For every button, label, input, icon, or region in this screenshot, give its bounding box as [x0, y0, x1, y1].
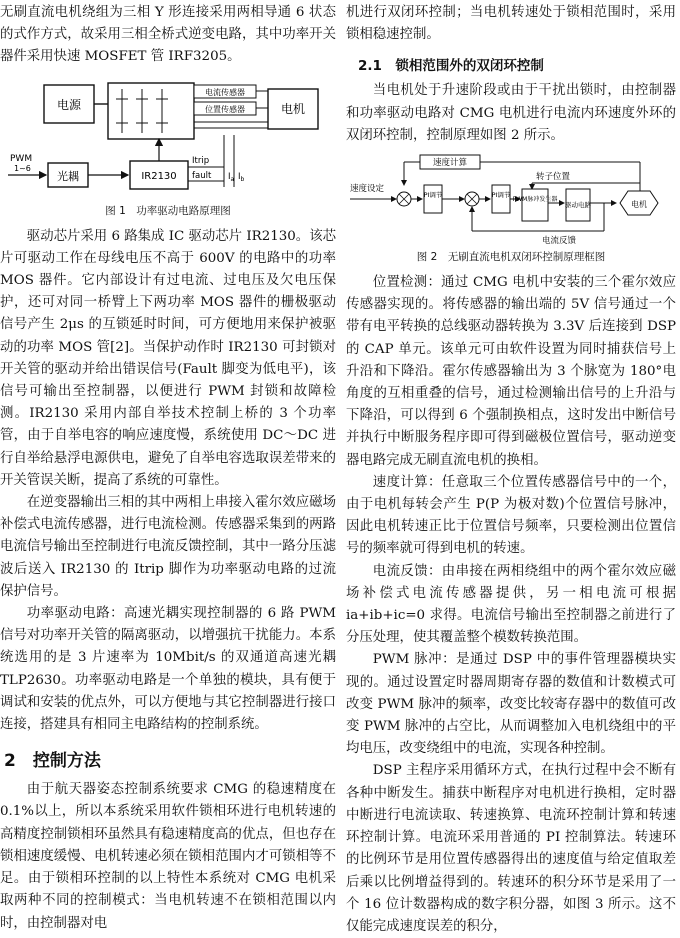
motor-label: 电机: [631, 200, 647, 210]
paragraph-current-sensor: 在逆变器输出三相的其中两相上串接入霍尔效应磁场补偿式电流传感器，进行电流检测。传感器采集到的两路电流信号输出至控制进行电流反馈控制，其中一路分压滤波后送入 IR2130 的 Itrip 脚作为功率驱动电路的过流保护信号。: [0, 495, 336, 599]
continuation-paragraph: 机进行双闭环控制；当电机转速处于锁相范围时，采用锁相稳速控制。: [346, 5, 676, 43]
ir2130-label: IR2130: [141, 170, 177, 182]
paragraph-control-method: 由于航天器姿态控制系统要求 CMG 的稳速精度在 0.1%以上，所以本系统采用软件锁相环进行电机转速的高精度控制锁相环虽然具有稳速精度高的优点，但也存在锁相速度缓慢、电机转速必须在锁相范围内才可锁相等不足。由于锁相环控制的以上特性本系统对 CMG 电机采取两种不同的控制模式：当电机转速不在锁相范围以内时，由控制器对电: [0, 782, 336, 931]
power-supply-label: 电源: [56, 97, 82, 112]
motor-label: 电机: [280, 101, 306, 116]
figure-2-caption: 图 2 无刷直流电机双闭环控制原理框图: [416, 251, 606, 264]
figure-1-caption: 图 1 功率驱动电路原理图: [105, 204, 231, 217]
pi-regulator-1: [424, 185, 442, 213]
paragraph-speed-calculation: 速度计算：任意取三个位置传感器信号中的一个，由于电机每转会产生 P(P 为极对数)个位置信号脉冲，因此电机转速正比于位置信号频率，只要检测出位置信号的频率就可得到电机的转速。: [346, 474, 676, 557]
pi-regulator-2-label: PI调节: [491, 191, 511, 200]
itrip-label: Itrip: [192, 155, 210, 166]
paragraph-position-detection: 位置检测：通过 CMG 电机中安装的三个霍尔效应传感器实现的。将传感器的输出端的 5V 信号通过一个带有电平转换的总线驱动器转换为 3.3V 后连接到 DSP 的 CAP 单元。该单元可由软件设置为同时捕获信号上升沿和下降沿。霍尔传感器输出为 3 个脉宽为 180°电角度的互相重叠的信号，通过检测输出信号的上升沿与下降沿，可以得到 6 个强制换相点，这时发出中断信号并执行中断服务程序即可得到磁极位置信号，驱动逆变器电路完成无刷直流电机的换相。: [346, 275, 676, 468]
current-feedback-label: 电流反馈: [542, 236, 577, 247]
paragraph-power-drive: 功率驱动电路：高速光耦实现控制器的 6 路 PWM 信号对功率开关管的隔离驱动，以增强抗干扰能力。本系统选用的是 3 片速率为 10Mbit/s 的双通道高速光耦 TLP2630。功率驱动电路是一个单独的模块，具有便于调试和安装的优点外，可以方便地与其它控制器进行接口连接，搭建具有相同主电路结构的控制系统。: [0, 606, 336, 733]
pi-regulator-2: [492, 185, 510, 213]
speed-setpoint-label: 速度设定: [350, 184, 385, 195]
pwm-generator-block: [522, 189, 548, 221]
figure-2: [346, 151, 676, 249]
section-2-heading: 2 控制方法: [4, 751, 101, 772]
fault-label: fault: [192, 170, 212, 181]
right-column: [346, 0, 676, 938]
drive-circuit-label: 驱动电路: [565, 201, 591, 210]
current-sensor-label: 电流传感器: [205, 87, 245, 97]
left-column: [0, 0, 336, 935]
pwm-range-label: 1~6: [14, 163, 31, 173]
paragraph-current-feedback: 电流反馈：由串接在两相绕组中的两个霍尔效应磁场补偿式电流传感器提供，另一相电流可根据 ia+ib+ic=0 求得。电流信号输出至控制器之前进行了分压处理，使其覆盖整个模数转换范围。: [346, 563, 676, 646]
figure-1-diagram: [0, 75, 336, 199]
inverter-block: [108, 83, 194, 139]
section-2-1-heading: 2.1 锁相范围外的双闭环控制: [358, 58, 544, 75]
intro-paragraph: 无刷直流电机绕组为三相 Y 形连接采用两相导通 6 状态的式作方式，故采用三相全桥式逆变电路，其中功率开关器件采用快速 MOSFET 管 IRF3205。: [0, 5, 336, 65]
paragraph-double-loop: 当电机处于升速阶段或由于干扰出锁时，由控制器和功率驱动电路对 CMG 电机进行电流内环速度外环的双闭环控制，控制原理如图 2 所示。: [346, 83, 676, 143]
ia-label: $I_a$: [228, 171, 235, 183]
optocoupler-label: 光耦: [57, 169, 79, 183]
pi-regulator-1-label: PI调节: [423, 191, 443, 200]
rotor-position-label: 转子位置: [536, 172, 571, 183]
pwm-label: PWM: [10, 153, 33, 164]
figure-2-diagram: [346, 151, 676, 249]
figure-1: [0, 75, 336, 199]
position-sensor-label: 位置传感器: [205, 104, 245, 114]
ib-label: $I_b$: [238, 171, 245, 183]
speed-calc-label: 速度计算: [432, 158, 468, 169]
paragraph-pwm-pulse: PWM 脉冲：是通过 DSP 中的事件管理器模块实现的。通过设置定时器周期寄存器的数值和计数模式可改变 PWM 脉冲的频率，改变比较寄存器中的数值可改变 PWM 脉冲的占空比，从而调整加入电机绕组中的平均电压，改变绕组中的电流，实现各种控制。: [346, 652, 676, 757]
paragraph-driver-chip: 驱动芯片采用 6 路集成 IC 驱动芯片 IR2130。该芯片可驱动工作在母线电压不高于 600V 的电路中的功率 MOS 器件。它内部设计有过电流、过电压及欠电压保护，还可对同一桥臂上下两功率 MOS 器件的栅极驱动信号产生 2μs 的互锁延时时间，可方便地用来保护被驱动的功率 MOS 管[2]。当保护动作时 IR2130 可封锁对开关管的驱动并给出错误信号(Fault 脚变为低电平)，该信号可输出至控制器，以便进行 PWM 封锁和故障检测。IR2130 采用内部自举技术控制上桥的 3 个功率管，由于自举电容的响应速度慢，系统使用 DC～DC 进行自举给悬浮电源供电，避免了自举电容选取误差带来的开关管误关断，提高了系统的可靠性。: [0, 228, 336, 488]
paragraph-dsp-main: DSP 主程序采用循环方式，在执行过程中会不断有各种中断发生。捕获中断程序对电机进行换相，定时器中断进行电流读取、转速换算、电流环控制计算和转速环控制计算。电流环采用普通的 PI 控制算法。转速环的比例环节是用位置传感器得出的速度值与给定值取差后乘以比例增益得到的。转速环的积分环节是采用了一个 16 位计数器构成的数字积分器，如图 3 所示。这不仅能完成速度误差的积分，: [346, 763, 676, 934]
pwm-generator-label: PWM脉冲发生器: [512, 196, 558, 204]
